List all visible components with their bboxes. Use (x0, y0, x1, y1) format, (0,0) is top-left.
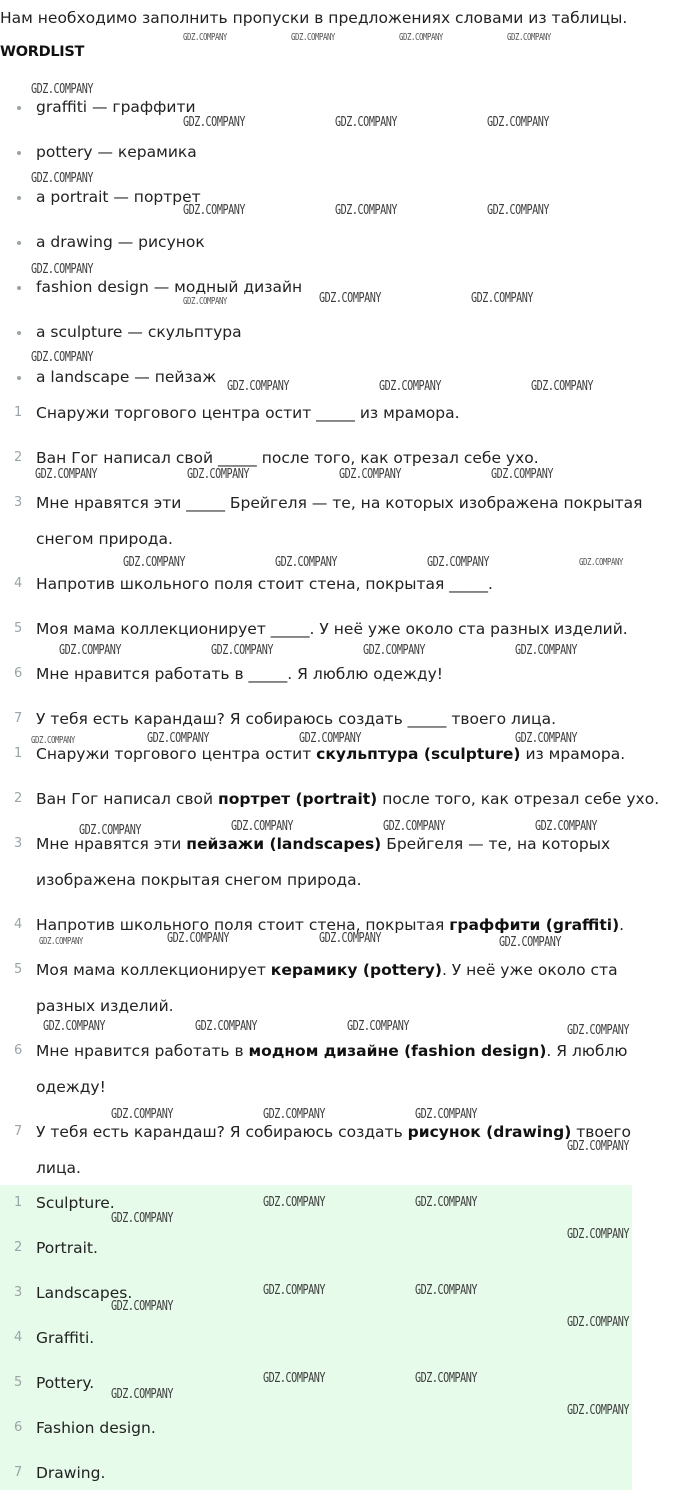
watermark: GDZ.COMPANY (487, 203, 550, 218)
watermark: GDZ.COMPANY (567, 1227, 630, 1242)
watermark: GDZ.COMPANY (183, 32, 227, 43)
task-item (0, 701, 680, 737)
answer-text-after: твоего лица. (36, 1123, 632, 1177)
watermark: GDZ.COMPANY (31, 262, 94, 277)
task-number: 3 (14, 495, 23, 510)
watermark: GDZ.COMPANY (167, 931, 230, 946)
bullet-icon (17, 151, 21, 155)
short-answer-text: Drawing. (36, 1464, 106, 1482)
short-answer-item (0, 1410, 680, 1446)
short-answer-number: 4 (14, 1330, 23, 1345)
task-text: Мне нравятся эти _____ Брейгеля — те, на которых изображена покрытая снегом природа. (36, 494, 643, 548)
answer-word: рисунок (drawing) (407, 1123, 572, 1141)
watermark: GDZ.COMPANY (183, 203, 246, 218)
watermark: GDZ.COMPANY (31, 171, 94, 186)
watermark: GDZ.COMPANY (147, 731, 210, 746)
watermark: GDZ.COMPANY (227, 379, 290, 394)
wordlist-item (0, 321, 680, 366)
task-item (0, 611, 680, 647)
watermark: GDZ.COMPANY (59, 643, 122, 658)
short-answer-number: 2 (14, 1240, 23, 1255)
watermark: GDZ.COMPANY (415, 1283, 478, 1298)
short-answer-text: Sculpture. (36, 1194, 115, 1212)
watermark: GDZ.COMPANY (31, 735, 75, 746)
task-item (0, 485, 680, 557)
watermark: GDZ.COMPANY (535, 819, 598, 834)
answer-text-before: Мне нравятся эти (36, 835, 187, 853)
task-item (0, 656, 680, 692)
watermark: GDZ.COMPANY (43, 1019, 106, 1034)
answer-number: 5 (14, 962, 23, 977)
short-answer-text: Graffiti. (36, 1329, 95, 1347)
watermark: GDZ.COMPANY (299, 731, 362, 746)
short-answer-text: Portrait. (36, 1239, 98, 1257)
short-answer-item (0, 1185, 680, 1221)
task-text: Мне нравится работать в _____. Я люблю одежду! (36, 665, 444, 683)
watermark: GDZ.COMPANY (111, 1299, 174, 1314)
task-item (0, 395, 680, 431)
watermark: GDZ.COMPANY (263, 1195, 326, 1210)
bullet-icon (17, 376, 21, 380)
watermark: GDZ.COMPANY (427, 555, 490, 570)
watermark: GDZ.COMPANY (567, 1403, 630, 1418)
answer-number: 2 (14, 791, 23, 806)
answer-text-after: . Я люблю одежду! (36, 1042, 628, 1096)
watermark: GDZ.COMPANY (415, 1107, 478, 1122)
watermark: GDZ.COMPANY (31, 82, 94, 97)
answer-word: граффити (graffiti) (449, 916, 620, 934)
answer-text-after: Брейгеля — те, на которых изображена покрытая снегом природа. (36, 835, 611, 889)
task-number: 6 (14, 666, 23, 681)
task-number: 1 (14, 405, 23, 420)
short-answer-text: Pottery. (36, 1374, 95, 1392)
watermark: GDZ.COMPANY (187, 467, 250, 482)
watermark: GDZ.COMPANY (335, 203, 398, 218)
task-number: 2 (14, 450, 23, 465)
answer-text-before: У тебя есть карандаш? Я собираюсь создать (36, 1123, 408, 1141)
wordlist-item-text: a sculpture — скульптура (36, 323, 242, 341)
short-answer-item (0, 1230, 680, 1266)
answer-item (0, 952, 680, 1024)
wordlist-item-text: a drawing — рисунок (36, 233, 205, 251)
bullet-icon (17, 286, 21, 290)
bullet-icon (17, 241, 21, 245)
watermark: GDZ.COMPANY (35, 467, 98, 482)
task-number: 5 (14, 621, 23, 636)
watermark: GDZ.COMPANY (383, 819, 446, 834)
watermark: GDZ.COMPANY (335, 115, 398, 130)
answer-number: 6 (14, 1043, 23, 1058)
answer-text-before: Ван Гог написал свой (36, 790, 219, 808)
bullet-icon (17, 106, 21, 110)
watermark: GDZ.COMPANY (31, 350, 94, 365)
answer-word: модном дизайне (fashion design) (248, 1042, 547, 1060)
watermark: GDZ.COMPANY (111, 1211, 174, 1226)
answer-text-before: Моя мама коллекционирует (36, 961, 271, 979)
short-answer-number: 7 (14, 1465, 23, 1480)
watermark: GDZ.COMPANY (123, 555, 186, 570)
short-answer-list (0, 1185, 680, 1500)
watermark: GDZ.COMPANY (567, 1139, 630, 1154)
task-number: 4 (14, 576, 23, 591)
watermark: GDZ.COMPANY (195, 1019, 258, 1034)
answer-text-after: из мрамора. (520, 745, 626, 763)
short-answer-item (0, 1365, 680, 1401)
answer-item (0, 736, 680, 772)
wordlist (0, 96, 680, 411)
task-list (0, 395, 680, 746)
answer-word: портрет (portrait) (218, 790, 378, 808)
answer-item (0, 826, 680, 898)
short-answer-text: Landscapes. (36, 1284, 133, 1302)
answer-number: 3 (14, 836, 23, 851)
short-answer-item (0, 1455, 680, 1491)
answer-list (0, 736, 680, 1195)
watermark: GDZ.COMPANY (491, 467, 554, 482)
answer-word: пейзажи (landscapes) (186, 835, 382, 853)
wordlist-item (0, 141, 680, 186)
wordlist-title: WORDLIST (0, 44, 85, 60)
watermark: GDZ.COMPANY (379, 379, 442, 394)
task-text: Моя мама коллекционирует _____. У неё уже около ста разных изделий. (36, 620, 628, 638)
watermark: GDZ.COMPANY (347, 1019, 410, 1034)
watermark: GDZ.COMPANY (515, 643, 578, 658)
wordlist-item-text: graffiti — граффити (36, 98, 196, 116)
answer-number: 7 (14, 1124, 23, 1139)
watermark: GDZ.COMPANY (319, 931, 382, 946)
answer-word: скульптура (sculpture) (316, 745, 521, 763)
short-answer-item (0, 1320, 680, 1356)
task-text: У тебя есть карандаш? Я собираюсь создать _____ твоего лица. (36, 710, 557, 728)
intro-text: Нам необходимо заполнить пропуски в предложениях словами из таблицы. (0, 9, 628, 27)
watermark: GDZ.COMPANY (507, 32, 551, 43)
watermark: GDZ.COMPANY (275, 555, 338, 570)
short-answer-number: 5 (14, 1375, 23, 1390)
short-answer-number: 3 (14, 1285, 23, 1300)
answer-text-before: Снаружи торгового центра остит (36, 745, 317, 763)
task-text: Снаружи торгового центра остит _____ из мрамора. (36, 404, 460, 422)
watermark: GDZ.COMPANY (487, 115, 550, 130)
wordlist-item (0, 276, 680, 321)
watermark: GDZ.COMPANY (111, 1107, 174, 1122)
watermark: GDZ.COMPANY (531, 379, 594, 394)
watermark: GDZ.COMPANY (111, 1387, 174, 1402)
task-item (0, 440, 680, 476)
answer-word: керамику (pottery) (270, 961, 442, 979)
answer-item (0, 1033, 680, 1105)
task-text: Ван Гог написал свой _____ после того, как отрезал себе ухо. (36, 449, 539, 467)
watermark: GDZ.COMPANY (263, 1107, 326, 1122)
watermark: GDZ.COMPANY (399, 32, 443, 43)
watermark: GDZ.COMPANY (263, 1283, 326, 1298)
answer-number: 4 (14, 917, 23, 932)
wordlist-item (0, 231, 680, 276)
wordlist-item-text: a portrait — портрет (36, 188, 201, 206)
task-item (0, 566, 680, 602)
watermark: GDZ.COMPANY (79, 823, 142, 838)
short-answer-number: 6 (14, 1420, 23, 1435)
task-number: 7 (14, 711, 23, 726)
task-text: Напротив школьного поля стоит стена, покрытая _____. (36, 575, 493, 593)
watermark: GDZ.COMPANY (339, 467, 402, 482)
watermark: GDZ.COMPANY (415, 1195, 478, 1210)
answer-text-after: . У неё уже около ста разных изделий. (36, 961, 618, 1015)
bullet-icon (17, 331, 21, 335)
answer-text-after: . (619, 916, 625, 934)
watermark: GDZ.COMPANY (183, 115, 246, 130)
wordlist-item-text: a landscape — пейзаж (36, 368, 217, 386)
watermark: GDZ.COMPANY (499, 935, 562, 950)
watermark: GDZ.COMPANY (39, 936, 83, 947)
answer-text-after: после того, как отрезал себе ухо. (377, 790, 660, 808)
watermark: GDZ.COMPANY (567, 1315, 630, 1330)
watermark: GDZ.COMPANY (363, 643, 426, 658)
short-answer-text: Fashion design. (36, 1419, 156, 1437)
watermark: GDZ.COMPANY (263, 1371, 326, 1386)
answer-item (0, 907, 680, 943)
bullet-icon (17, 196, 21, 200)
watermark: GDZ.COMPANY (231, 819, 294, 834)
answer-text-before: Напротив школьного поля стоит стена, покрытая (36, 916, 450, 934)
watermark: GDZ.COMPANY (415, 1371, 478, 1386)
answer-item (0, 1114, 680, 1186)
answer-text-before: Мне нравится работать в (36, 1042, 249, 1060)
watermark: GDZ.COMPANY (579, 557, 623, 568)
short-answer-item (0, 1275, 680, 1311)
wordlist-item-text: pottery — керамика (36, 143, 197, 161)
answer-number: 1 (14, 746, 23, 761)
watermark: GDZ.COMPANY (319, 291, 382, 306)
watermark: GDZ.COMPANY (211, 643, 274, 658)
answer-item (0, 781, 680, 817)
wordlist-item-text: fashion design — модный дизайн (36, 278, 303, 296)
watermark: GDZ.COMPANY (567, 1023, 630, 1038)
watermark: GDZ.COMPANY (515, 731, 578, 746)
watermark: GDZ.COMPANY (291, 32, 335, 43)
short-answer-number: 1 (14, 1195, 23, 1210)
watermark: GDZ.COMPANY (183, 296, 227, 307)
wordlist-item (0, 186, 680, 231)
watermark: GDZ.COMPANY (471, 291, 534, 306)
wordlist-item (0, 96, 680, 141)
